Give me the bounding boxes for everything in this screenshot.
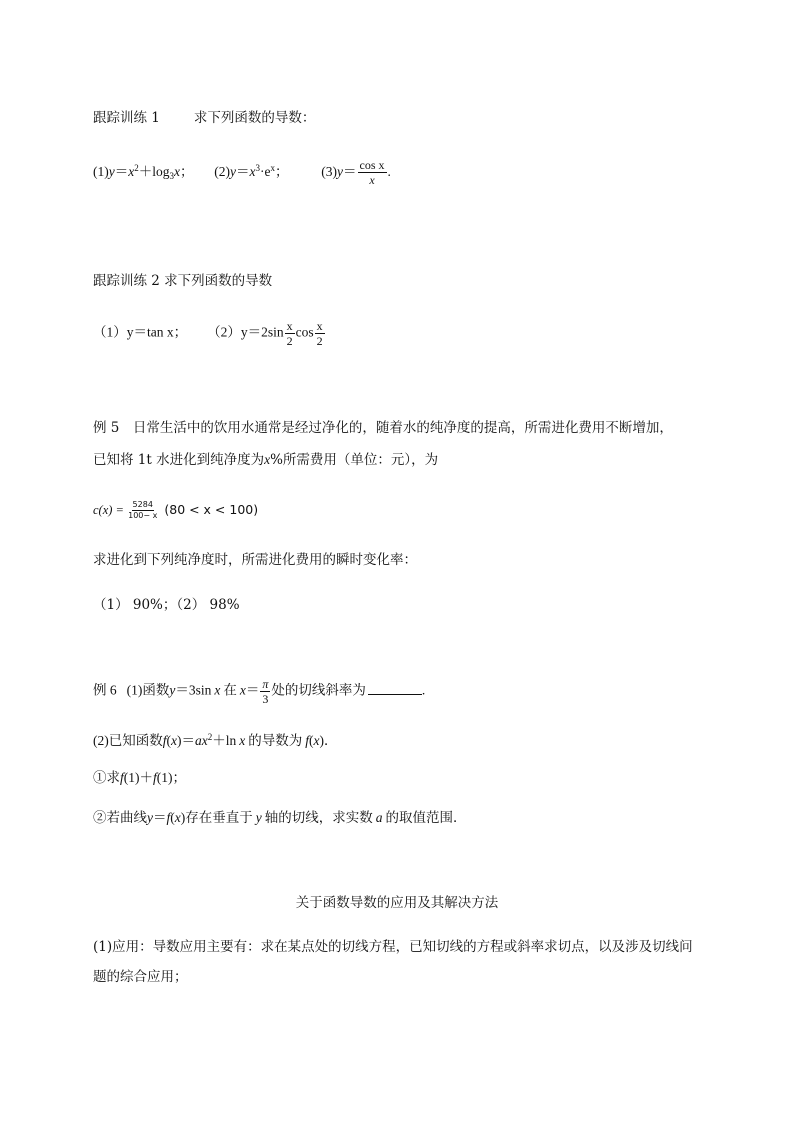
exponent: 2	[207, 732, 213, 742]
text: )＝	[177, 733, 196, 748]
text: ＝	[153, 810, 167, 825]
var-y: y	[337, 164, 344, 179]
text: (1)；	[156, 770, 187, 785]
formula-range: (80 < x < 100)	[164, 502, 259, 517]
text: %所需费用（单位：元），为	[270, 452, 439, 468]
exercise-2-problems	[93, 320, 326, 347]
var-x: x	[128, 164, 135, 179]
text: ①求	[93, 770, 120, 785]
example-6-subquestion-2	[93, 808, 467, 828]
exercise-1-title: 跟踪训练 1	[93, 110, 160, 126]
problem-3-label: (3)	[321, 164, 338, 179]
text: ＋ln	[212, 733, 237, 748]
text: ②若曲线	[93, 810, 147, 825]
var-f: f	[166, 810, 171, 825]
fraction-numerator: cos x	[359, 158, 385, 173]
fraction-numerator: x	[316, 319, 323, 333]
problem-1: （1）y＝tan x；	[93, 324, 188, 340]
equals: ＝	[245, 682, 260, 698]
separator: ；	[180, 164, 194, 179]
text: (1)＋	[123, 770, 154, 785]
text: (	[170, 810, 175, 825]
exercise-1-heading	[93, 108, 315, 128]
example-5-question: 求进化到下列纯净度时，所需进化费用的瞬时变化率：	[93, 552, 417, 568]
text: 已知将 1t 水进化到纯净度为	[93, 452, 265, 468]
fraction-numerator: 5284	[132, 500, 153, 509]
var-x: x	[174, 164, 181, 179]
var-x: x	[174, 810, 181, 825]
problem-2-label: (2)	[214, 164, 231, 179]
fraction-numerator: x	[286, 319, 293, 333]
var-y: y	[108, 164, 115, 179]
example-6-question-2	[93, 727, 338, 751]
separator: ；	[275, 164, 289, 179]
text: )．	[319, 733, 338, 748]
plus-log: ＋log	[138, 164, 170, 179]
text: 的导数为	[248, 733, 303, 748]
exercise-2-title: 跟踪训练 2 求下列函数的导数	[93, 273, 273, 289]
fraction-cosx-over-x	[358, 159, 387, 186]
var-x: x	[239, 682, 246, 698]
section-heading: 关于函数导数的应用及其解决方法	[295, 895, 499, 911]
var-a: a	[375, 810, 383, 825]
var-x: x	[264, 452, 271, 467]
fraction-denominator: 100− x	[128, 511, 158, 520]
fraction-denominator: 2	[286, 334, 293, 348]
text: 轴的切线，求实数	[264, 810, 373, 825]
var-f: f	[153, 770, 157, 785]
fraction-numerator: π	[262, 677, 269, 691]
text: (	[309, 733, 314, 748]
text: ＝3sin	[175, 682, 212, 698]
var-f: f	[162, 733, 167, 748]
equals: ＝	[343, 164, 357, 179]
text: )存在垂直于	[180, 810, 253, 825]
example-5-line-1: 例 5 日常生活中的饮用水通常是经过净化的，随着水的纯净度的提高，所需进化费用不断增加，	[93, 420, 673, 436]
fraction-x-over-2	[315, 320, 325, 347]
fraction-denominator: 3	[262, 692, 269, 706]
var-f: f	[120, 770, 124, 785]
text: (1)函数	[126, 682, 170, 698]
text: (2)已知函数	[93, 733, 163, 748]
fraction-denominator: 2	[316, 334, 323, 348]
text: 的取值范围．	[385, 810, 467, 825]
example-5-formula	[93, 500, 258, 520]
var-ax: ax	[195, 733, 208, 748]
period: .	[387, 164, 391, 179]
example-5-parts: （1） 90%；（2） 98%	[93, 597, 240, 613]
var-y: y	[169, 682, 176, 698]
cos-text: cos	[295, 324, 314, 340]
example-6-subquestion-1	[93, 768, 186, 788]
section-paragraph: (1)应用：导数应用主要有：求在某点处的切线方程，已知切线的方程或斜率求切点，以及涉及切线问题的综合应用；	[93, 939, 693, 985]
text: 处的切线斜率为	[271, 682, 366, 698]
equals: ＝	[236, 164, 250, 179]
var-x: x	[313, 733, 320, 748]
example-6-question-1	[93, 678, 425, 705]
var-y: y	[255, 810, 262, 825]
period: .	[421, 682, 426, 698]
equals: ＝	[114, 164, 129, 179]
exercise-1-prompt: 求下列函数的导数：	[193, 110, 316, 126]
formula-lhs: c(x) =	[93, 503, 128, 517]
log-base: 3	[169, 171, 175, 181]
var-y: y	[147, 810, 153, 825]
dot-e: ·e	[260, 164, 271, 179]
example-6-label: 例 6	[93, 682, 117, 698]
example-5-line-2	[93, 450, 438, 470]
exponent: 2	[134, 163, 139, 173]
exponent: 3	[255, 163, 261, 173]
fraction-denominator: x	[369, 173, 375, 188]
var-x: x	[171, 733, 178, 748]
exercise-1-problems	[93, 158, 391, 186]
var-f: f	[305, 733, 310, 748]
var-x: x	[239, 733, 246, 748]
var-x: x	[214, 682, 221, 698]
text: 在	[223, 682, 237, 698]
var-x: x	[249, 164, 256, 179]
formula-fraction	[128, 501, 157, 520]
answer-blank[interactable]	[368, 680, 422, 695]
var-y: y	[230, 164, 237, 179]
fraction-pi-over-3	[260, 678, 270, 705]
exponent: x	[270, 163, 276, 173]
problem-2-label: （2）y＝2sin	[207, 324, 284, 340]
fraction-x-over-2	[285, 320, 295, 347]
problem-1-label: (1)	[93, 164, 109, 179]
text: (	[166, 733, 172, 748]
